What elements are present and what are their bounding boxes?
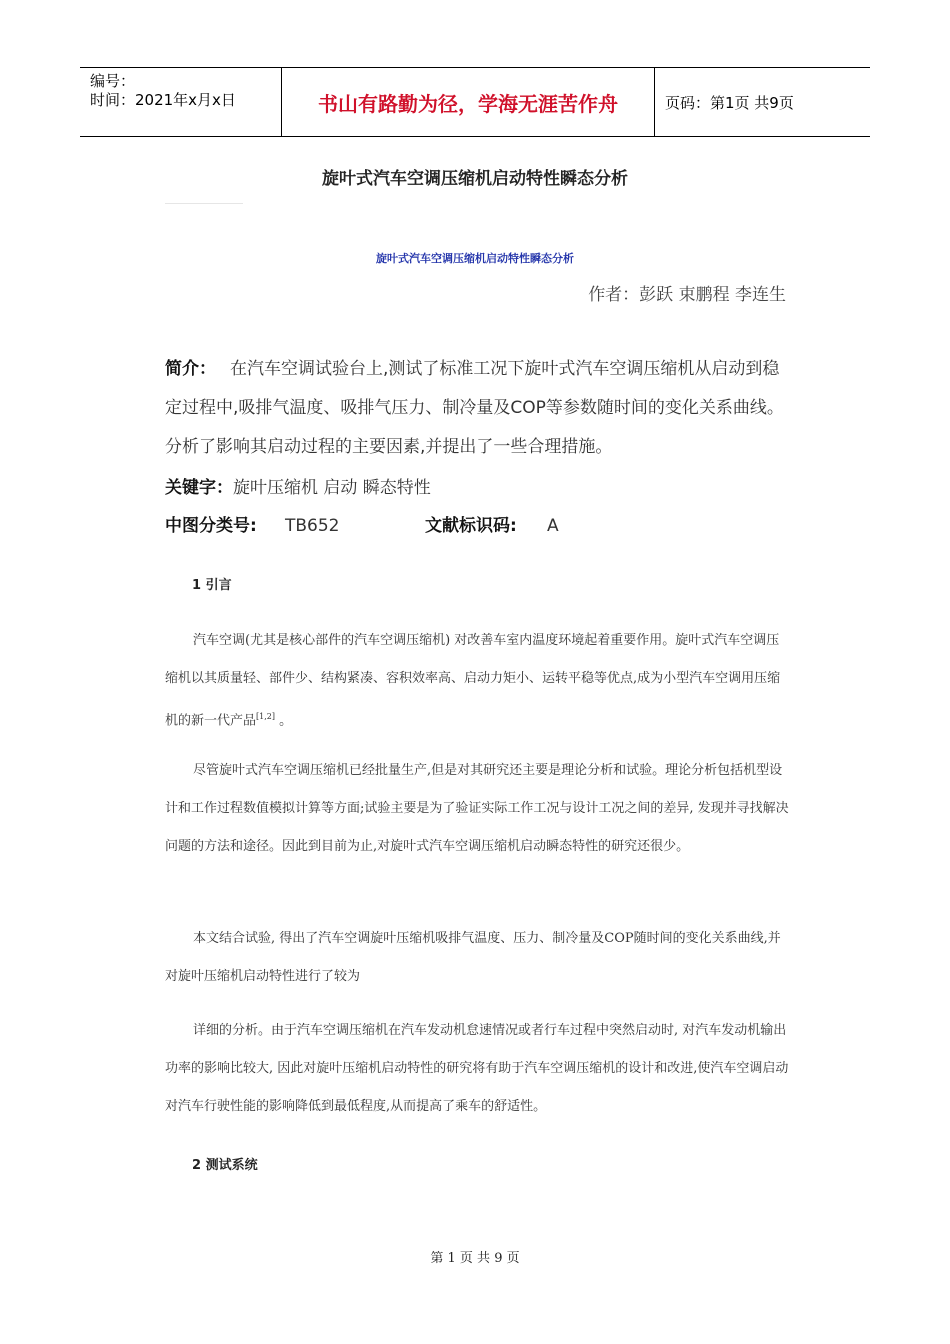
page-footer: 第 1 页 共 9 页: [430, 1251, 520, 1266]
document-title: 旋叶式汽车空调压缩机启动特性瞬态分析: [322, 169, 628, 189]
section-heading-test-system: 2 测试系统: [192, 1158, 258, 1173]
paragraph: 详细的分析。由于汽车空调压缩机在汽车发动机怠速情况或者行车过程中突然启动时, 对汽车发动机输出功率的影响比较大, 因此对旋叶压缩机启动特性的研究将有助于汽车空调压缩机的设计和改进,使汽车空调启动对汽车行驶性能的影响降低到最低程度,从而提高了乘车的舒适性。: [165, 1023, 789, 1114]
author-line: 作者：彭跃 束鹏程 李连生: [588, 285, 786, 305]
paragraph: 尽管旋叶式汽车空调压缩机已经批量生产,但是对其研究还主要是理论分析和试验。理论分析包括机型设计和工作过程数值模拟计算等方面;试验主要是为了验证实际工作工况与设计工况之间的差异, 发现并寻找解决问题的方法和途径。因此到目前为止,对旋叶式汽车空调压缩机启动瞬态特性的研究还很少。: [165, 763, 789, 854]
keywords: [165, 473, 431, 498]
cls-value: TB652: [285, 516, 340, 536]
section-heading-intro: 1 引言: [192, 578, 232, 593]
header-motto: 书山有路勤为径，学海无涯苦作舟: [318, 91, 618, 116]
keywords-value: 旋叶压缩机 启动 瞬态特性: [233, 478, 431, 498]
header-divider: [654, 68, 655, 136]
divider: [165, 203, 243, 204]
header-table: [80, 67, 870, 137]
date-label: 时间：2021年x月x日: [90, 91, 236, 109]
doc-id-value: A: [547, 516, 559, 536]
cls-label: 中图分类号:: [165, 516, 257, 536]
keywords-label: 关键字：: [165, 478, 233, 498]
abstract-label: 简介：: [165, 359, 216, 379]
number-label: 编号：: [90, 72, 136, 90]
paragraph-text: 汽车空调(尤其是核心部件的汽车空调压缩机) 对改善车室内温度环境起着重要作用。旋叶式汽车空调压缩机以其质量轻、部件少、结构紧凑、容积效率高、启动力矩小、运转平稳等优点,成为小型汽车空调用压缩机的新一代产品: [165, 633, 781, 729]
doc-id-label: 文献标识码:: [425, 516, 517, 536]
classification: [165, 511, 559, 536]
header-meta: [90, 72, 236, 110]
document-subtitle-link[interactable]: 旋叶式汽车空调压缩机启动特性瞬态分析: [376, 252, 574, 265]
paragraph: [165, 622, 790, 740]
paragraph-end: 。: [274, 713, 293, 729]
paragraph: 本文结合试验, 得出了汽车空调旋叶压缩机吸排气温度、压力、制冷量及COP随时间的变化关系曲线,并对旋叶压缩机启动特性进行了较为: [165, 931, 781, 984]
citation-ref[interactable]: [1,2]: [256, 712, 275, 721]
abstract: [165, 350, 790, 467]
abstract-text: 在汽车空调试验台上,测试了标准工况下旋叶式汽车空调压缩机从启动到稳定过程中,吸排气温度、吸排气压力、制冷量及COP等参数随时间的变化关系曲线。分析了影响其启动过程的主要因素,并提出了一些合理措施。: [165, 359, 784, 457]
header-page-label: 页码：第1页 共9页: [665, 93, 794, 112]
